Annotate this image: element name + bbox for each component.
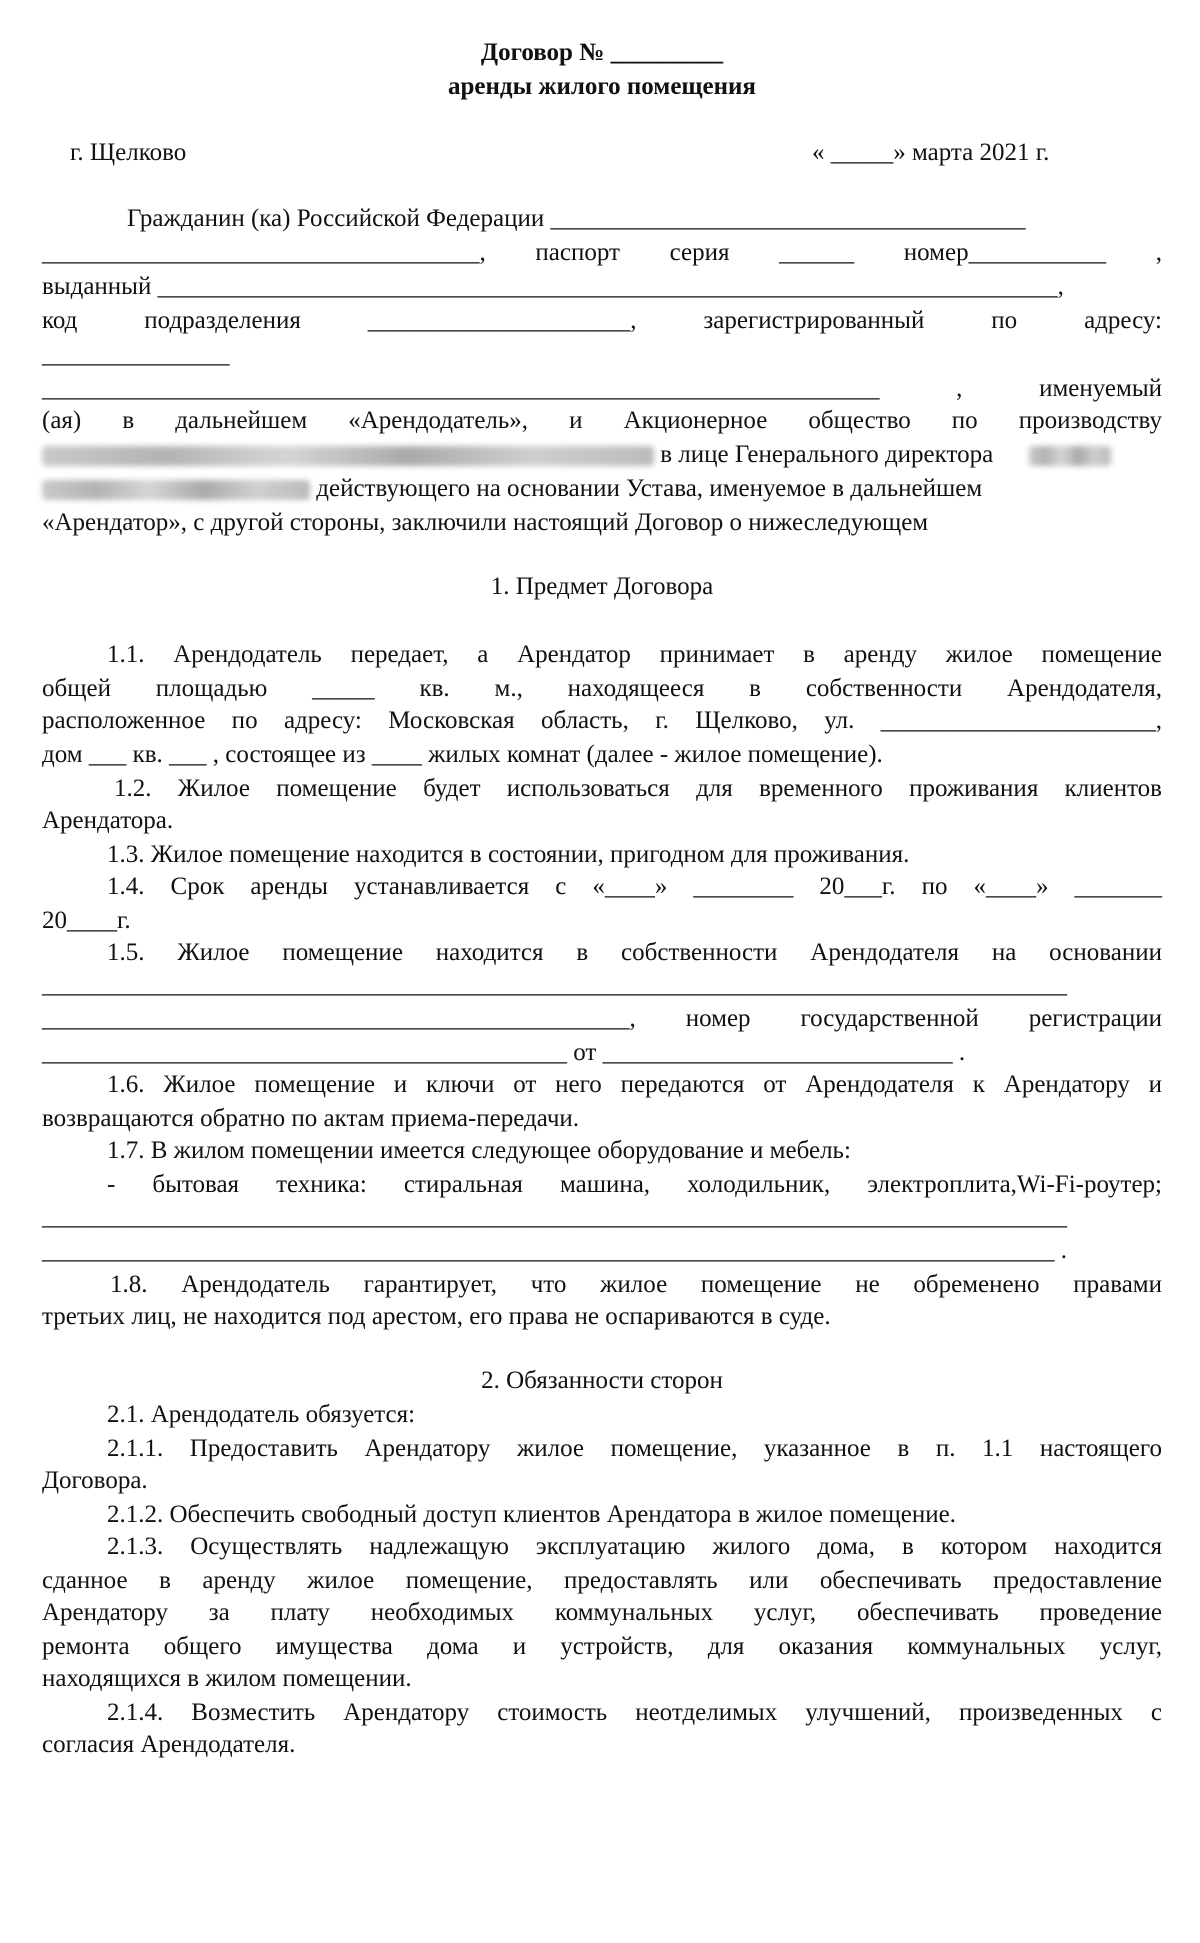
preamble-line: ___________________________________, паспорт серия ______ номер___________ , [42,239,1162,266]
clause-line: 1.1. Арендодатель передает, а Арендатор принимает в аренду жилое помещение [107,641,1162,668]
contract-city: г. Щелково [70,139,187,166]
preamble-line: код подразделения _____________________, зарегистрированный по адресу: [42,307,1162,334]
clause-line: 2.1.1. Предоставить Арендатору жилое помещение, указанное в п. 1.1 настоящего [107,1435,1162,1462]
clause-line: 1.3. Жилое помещение находится в состоянии, пригодном для проживания. [107,841,910,868]
clause-line: _______________________________________________, номер государственной регистрации [42,1005,1162,1032]
redacted-director-name [1029,446,1111,466]
clause-line: 1.7. В жилом помещении имеется следующее оборудование и мебель: [107,1137,851,1164]
clause-line: 1.2. Жилое помещение будет использоваться для временного проживания клиентов [114,775,1162,802]
redacted-company-name [42,446,654,466]
clause-line: 20____г. [42,907,131,934]
clause-line: 2.1. Арендодатель обязуется: [107,1401,416,1428]
preamble-line: (ая) в дальнейшем «Арендодатель», и Акционерное общество по производству [42,407,1162,434]
clause-line: третьих лиц, не находится под арестом, его права не оспариваются в суде. [42,1303,831,1330]
clause-line: общей площадью _____ кв. м., находящееся в собственности Арендодателя, [42,675,1162,702]
clause-line: 1.8. Арендодатель гарантирует, что жилое помещение не обременено правами [110,1271,1162,1298]
preamble-line: «Арендатор», с другой стороны, заключили настоящий Договор о нижеследующем [42,509,929,536]
clause-line: - бытовая техника: стиральная машина, холодильник, электроплита,Wi-Fi-роутер; [107,1171,1162,1198]
clause-line: расположенное по адресу: Московская область, г. Щелково, ул. ______________________, [42,707,1162,734]
preamble-line [42,474,1162,504]
clause-line: 1.4. Срок аренды устанавливается с «____» ________ 20___г. по «____» _______ [107,873,1162,900]
section-heading: 2. Обязанности сторон [481,1367,723,1394]
clause-line: 2.1.4. Возместить Арендатору стоимость неотделимых улучшений, произведенных с [107,1699,1162,1726]
redacted-director-name [42,480,310,500]
clause-line: ремонта общего имущества дома и устройств, для оказания коммунальных услуг, [42,1633,1162,1660]
section-heading: 1. Предмет Договора [490,573,714,600]
clause-line: __________________________________________ от ____________________________ . [42,1039,966,1066]
clause-line: Арендатора. [42,807,174,834]
clause-line: 2.1.2. Обеспечить свободный доступ клиентов Арендатора в жилое помещение. [107,1501,956,1528]
preamble-line-tail: действующего на основании Устава, именуемое в дальнейшем [316,475,983,502]
clause-line: дом ___ кв. ___ , состоящее из ____ жилых комнат (далее - жилое помещение). [42,741,883,768]
clause-line: возвращаются обратно по актам приема-передачи. [42,1105,580,1132]
preamble-line: _______________ [42,341,230,368]
clause-line: сданное в аренду жилое помещение, предоставлять или обеспечивать предоставление [42,1567,1162,1594]
clause-line: Арендатору за плату необходимых коммунальных услуг, обеспечивать проведение [42,1599,1162,1626]
preamble-line-tail: в лице Генерального директора [660,441,994,468]
document-title: Договор № _________ [480,39,724,66]
clause-line: 1.6. Жилое помещение и ключи от него передаются от Арендодателя к Арендатору и [107,1071,1162,1098]
clause-line: согласия Арендодателя. [42,1731,296,1758]
preamble-line: ___________________________________________________________________ , именуемый [42,375,1162,402]
preamble-line [42,440,1162,470]
preamble-line: Гражданин (ка) Российской Федерации ______________________________________ [127,205,1026,232]
clause-line: __________________________________________________________________________________ [42,1203,1067,1230]
document-subtitle: аренды жилого помещения [448,73,756,100]
clause-line: __________________________________________________________________________________ [42,971,1067,998]
clause-line: Договора. [42,1467,148,1494]
clause-line: находящихся в жилом помещении. [42,1665,412,1692]
clause-line: _________________________________________________________________________________ . [42,1237,1067,1264]
clause-line: 1.5. Жилое помещение находится в собственности Арендодателя на основании [107,939,1162,966]
contract-date: « _____» марта 2021 г. [812,139,1050,166]
preamble-line: выданный ________________________________________________________________________, [42,273,1064,300]
clause-line: 2.1.3. Осуществлять надлежащую эксплуатацию жилого дома, в котором находится [107,1533,1162,1560]
